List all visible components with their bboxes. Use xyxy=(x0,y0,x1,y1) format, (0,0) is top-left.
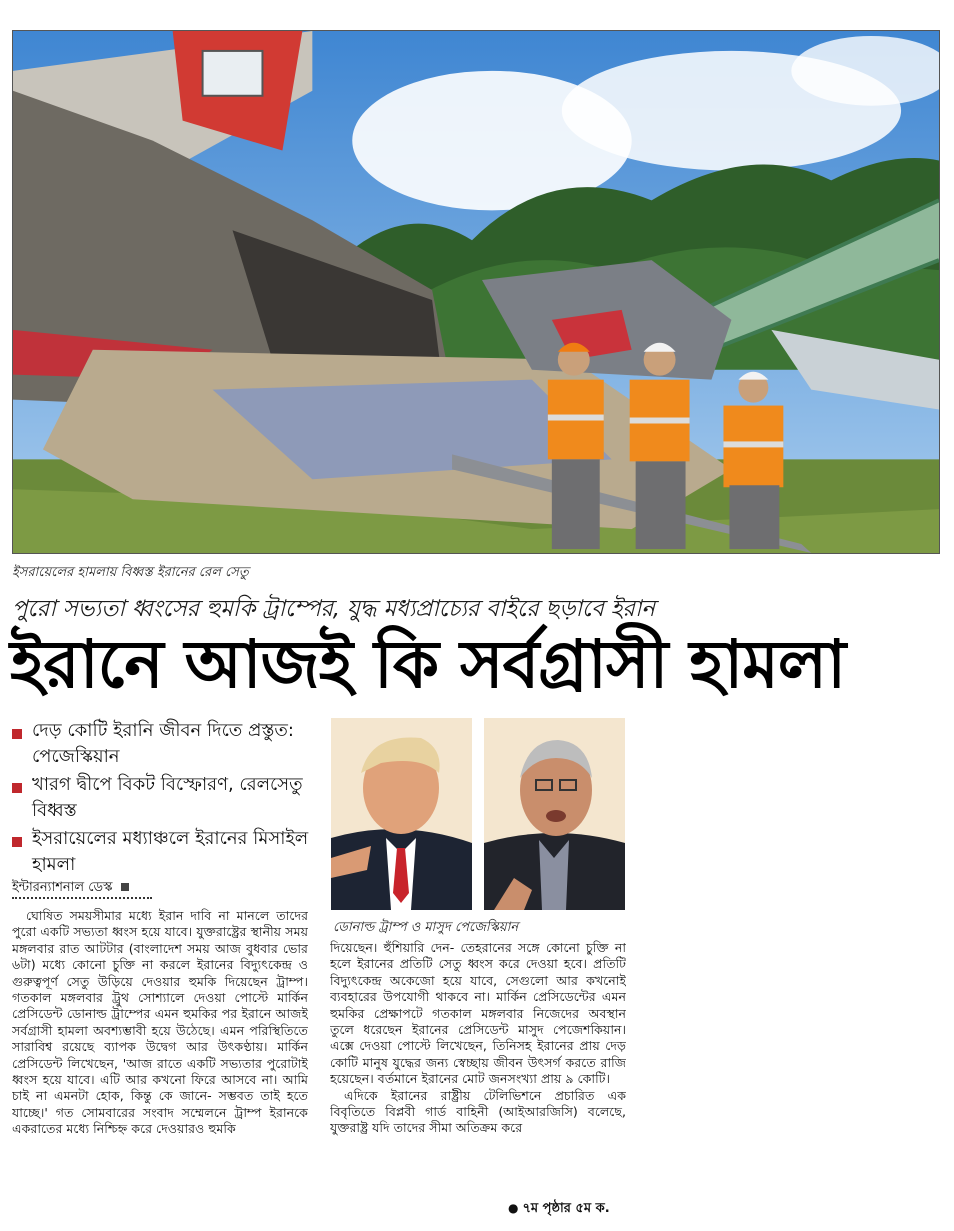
byline-square-icon xyxy=(121,883,129,891)
bullet-square-icon xyxy=(12,783,22,793)
continued-on xyxy=(508,1199,610,1220)
highlights-list xyxy=(12,718,317,880)
byline-text: ইন্টারন্যাশনাল ডেস্ক xyxy=(12,880,113,895)
trump-photo xyxy=(331,718,472,910)
article-paragraph: দিয়েছেন। হুঁশিয়ারি দেন- তেহরানের সঙ্গে কোনো চুক্তি না হলে ইরানের প্রতিটি সেতু ধ্বংস করে দেওয়া হবে। প্রতিটি বিদ্যুৎকেন্দ্র অকেজো হয়ে যাবে, সেগুলো আর কখনোই ব্যবহারের উপযোগী থাকবে না। মার্কিন প্রেসিডেন্টের এমন হুমকির প্রেক্ষাপটে গতকাল মঙ্গলবার নিজেদের অবস্থান তুলে ধরেছেন ইরানের প্রেসিডেন্ট মাসুদ পেজেশকিয়ান। এক্সে দেওয়া পোস্টে লিখেছেন, তিনিসহ ইরানের প্রায় দেড় কোটি মানুষ যুদ্ধের জন্য স্বেচ্ছায় জীবন উৎসর্গ করতে রাজি হয়েছেন। বর্তমানে ইরানের মোট জনসংখ্যা প্রায় ৯ কোটি। xyxy=(330,940,626,1087)
highlight-item xyxy=(12,718,317,770)
article-column-2 xyxy=(330,940,626,1202)
continued-bullet-icon: ● xyxy=(508,1201,519,1215)
pezeshkian-portrait xyxy=(484,718,625,910)
pezeshkian-photo xyxy=(484,718,625,910)
bullet-square-icon xyxy=(12,729,22,739)
highlight-item xyxy=(12,826,317,878)
portraits-caption: ডোনাল্ড ট্রাম্প ও মাসুদ পেজেস্কিয়ান xyxy=(333,920,519,935)
bullet-square-icon xyxy=(12,837,22,847)
lead-photo xyxy=(12,30,940,554)
article-paragraph: এদিকে ইরানের রাষ্ট্রীয় টেলিভিশনে প্রচারিত এক বিবৃতিতে বিপ্লবী গার্ড বাহিনী (আইআরজিসি) বলেছে, যুক্তরাষ্ট্র যদি তাদের সীমা অতিক্রম করে xyxy=(330,1087,626,1136)
continued-text: ৭ম পৃষ্ঠার ৫ম ক. xyxy=(522,1201,610,1216)
byline-dotted-rule xyxy=(12,897,152,899)
article-column-1 xyxy=(12,908,308,1224)
highlight-item xyxy=(12,772,317,824)
highlight-text: খারগ দ্বীপে বিকট বিস্ফোরণ, রেলসেতু বিধ্বস্ত xyxy=(32,774,303,821)
main-headline: ইরানে আজই কি সর্বগ্রাসী হামলা xyxy=(10,626,846,703)
byline xyxy=(12,878,129,899)
kicker-headline: পুরো সভ্যতা ধ্বংসের হুমকি ট্রাম্পের, যুদ্ধ মধ্যপ্রাচ্যের বাইরে ছড়াবে ইরান xyxy=(12,596,655,622)
bridge-wreckage-photo xyxy=(13,31,939,553)
trump-portrait xyxy=(331,718,472,910)
highlight-text: দেড় কোটি ইরানি জীবন দিতে প্রস্তুত: পেজেস্কিয়ান xyxy=(32,720,294,767)
photo-caption: ইসরায়েলের হামলায় বিধ্বস্ত ইরানের রেল সেতু xyxy=(12,565,249,580)
highlight-text: ইসরায়েলের মধ্যাঞ্চলে ইরানের মিসাইল হামলা xyxy=(32,828,309,875)
article-paragraph: ঘোষিত সময়সীমার মধ্যে ইরান দাবি না মানলে তাদের পুরো একটি সভ্যতা ধ্বংস হয়ে যাবে। যুক্তরাষ্ট্রের স্থানীয় সময় মঙ্গলবার রাত আটটার (বাংলাদেশ সময় আজ বুধবার ভোর ৬টা) মধ্যে কোনো চুক্তি না করলে ইরানের বিদ্যুৎকেন্দ্র ও গুরুত্বপূর্ণ সেতু উড়িয়ে দেওয়ার হুমকি দিয়েছেন ট্রাম্প। গতকাল মঙ্গলবার ট্রুথ সোশ্যালে দেওয়া পোস্টে মার্কিন প্রেসিডেন্ট ডোনাল্ড ট্রাম্পের এমন হুমকির পর ইরানে আজই সর্বগ্রাসী হামলা অবশ্যম্ভাবী হয়ে উঠেছে। এমন পরিস্থিতিতে সারাবিশ্ব রয়েছে ব্যাপক উদ্বেগ আর উৎকণ্ঠায়। মার্কিন প্রেসিডেন্ট লিখেছেন, 'আজ রাতে একটি সভ্যতার পুরোটাই ধ্বংস হয়ে যাবে। এটি আর কখনো ফিরে আসবে না। আমি চাই না এমনটা হোক, কিন্তু কে জানে- সম্ভবত তাই হতে যাচ্ছে।' গত সোমবারের সংবাদ সম্মেলনে ট্রাম্প ইরানকে একরাতের মধ্যে নিশ্চিহ্ন করে দেওয়ারও হুমকি xyxy=(12,908,308,1137)
